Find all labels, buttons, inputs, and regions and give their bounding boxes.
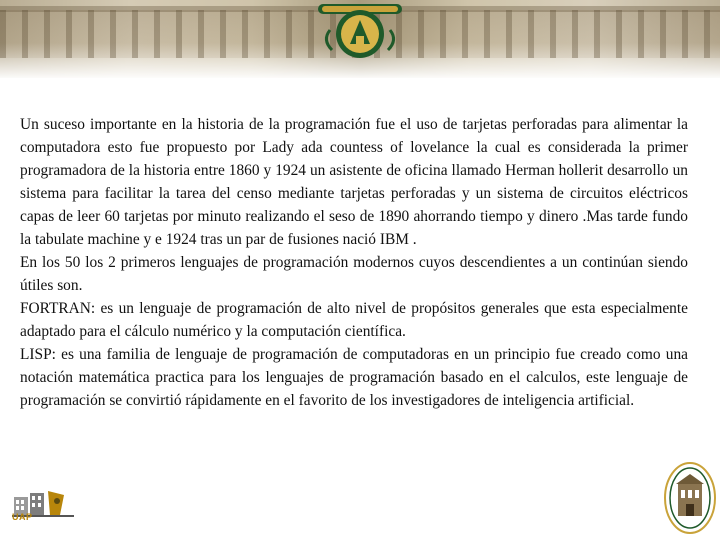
university-crest-icon <box>316 0 404 60</box>
header-banner <box>0 0 720 78</box>
campus-building-seal-icon <box>664 462 716 534</box>
paragraph-punched-cards: Un suceso importante en la historia de la programación fue el uso de tarjetas perforadas para alimentar la computadora esto fue propuesto por Lady ada countess of lovelance la cual es considerada la primer programadora de la historia entre 1860 y 1924 un asistente de oficina llamado Herman hollerit desarrollo un sistema para facilitar la tarea del censo mediante tarjetas perforadas y un sistema de circuitos eléctricos capas de leer 60 tarjetas por minuto realizando el seso de 1890 ahorrando tiempo y dinero .Mas tarde fundo la tabulate machine y e 1924 tras un par de fusiones nació IBM . <box>20 116 688 248</box>
paragraph-first-languages: En los 50 los 2 primeros lenguajes de programación modernos cuyos descendientes a un continúan siendo útiles son. <box>20 254 688 294</box>
paragraph-fortran: FORTRAN: es un lenguaje de programación de alto nivel de propósitos generales que esta especialmente adaptado para el cálculo numérico y la computación científica. <box>20 300 688 340</box>
slide-body-text <box>20 113 688 412</box>
uap-logo-caption: UAP <box>12 512 33 522</box>
paragraph-lisp: LISP: es una familia de lenguaje de programación de computadoras en un principio fue creado como una notación matemática practica para los lenguajes de programación basado en el calculos, este lenguaje de programación se convirtió rápidamente en el favorito de los investigadores de inteligencia artificial. <box>20 346 688 409</box>
